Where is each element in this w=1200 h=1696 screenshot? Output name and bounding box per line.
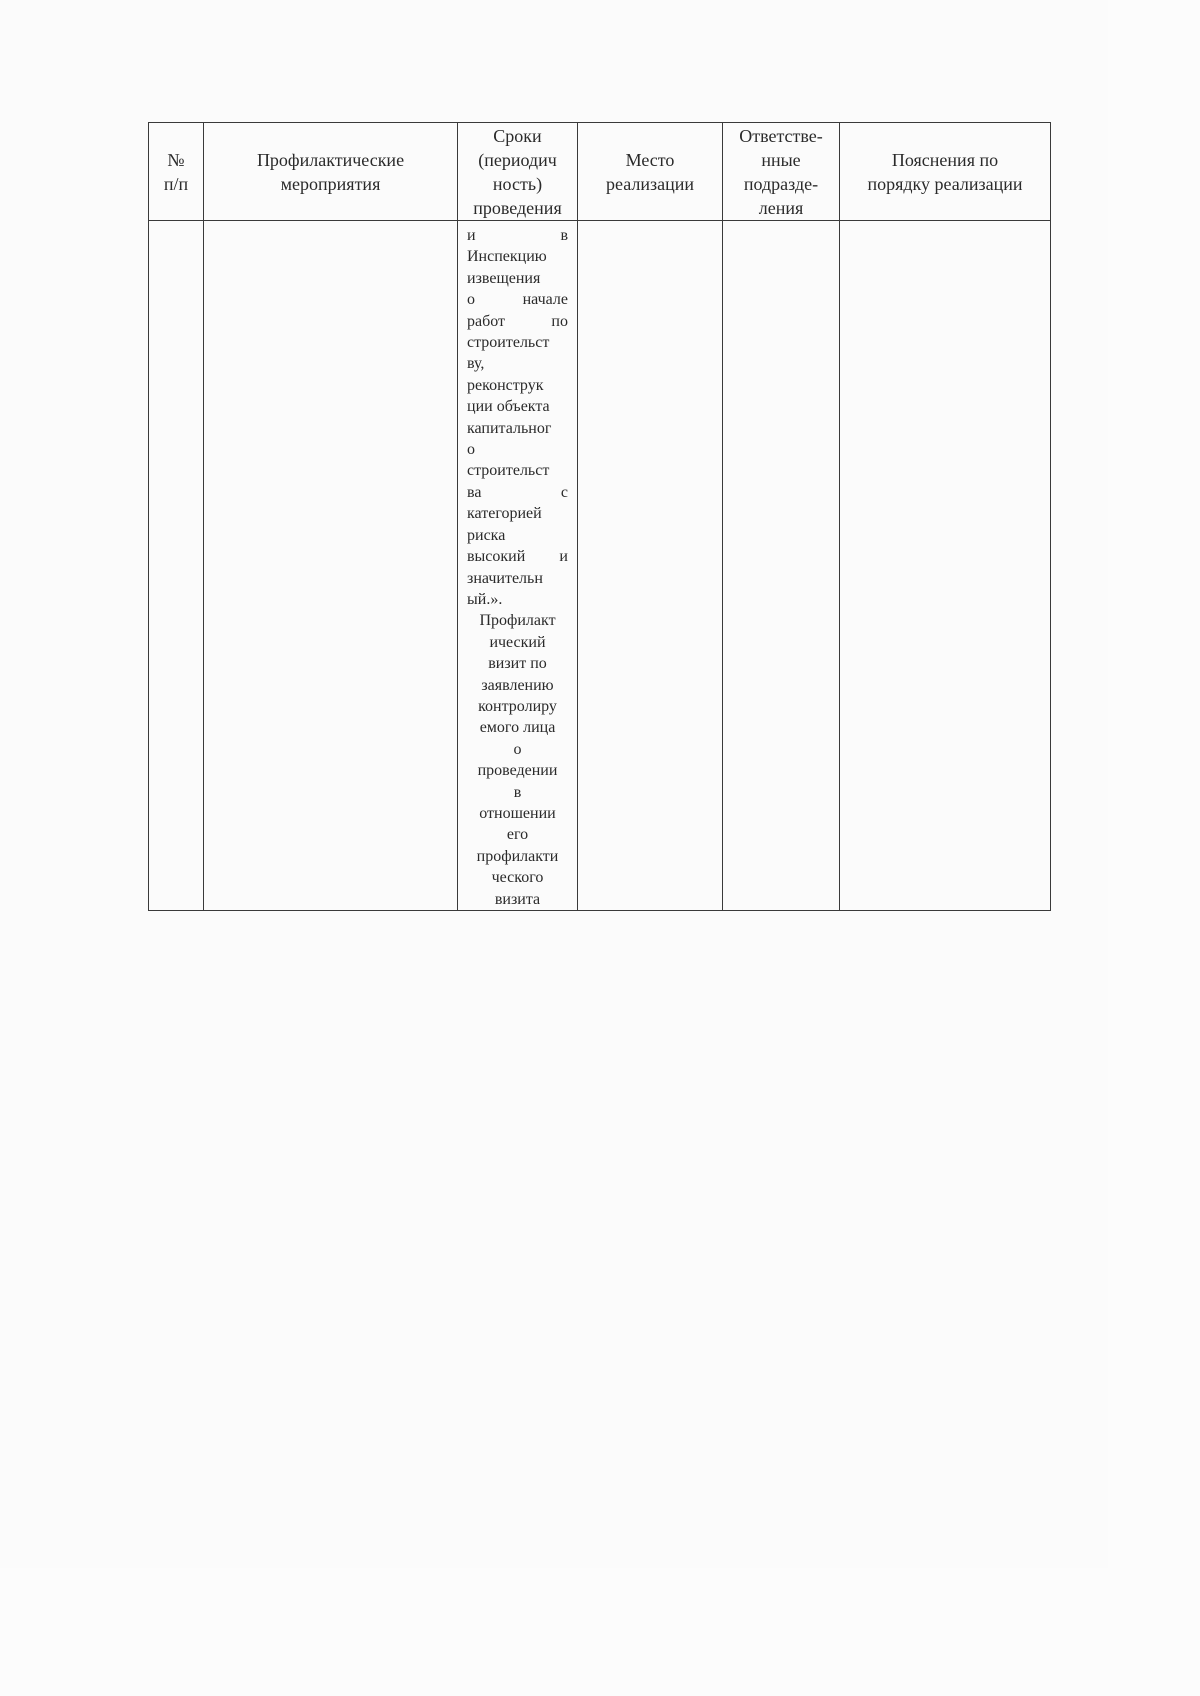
terms-line: проведении <box>477 762 558 780</box>
terms-line: работ по <box>467 312 568 330</box>
header-lines <box>149 148 203 196</box>
terms-text <box>467 225 568 910</box>
header-activities <box>204 123 458 221</box>
cell-responsible <box>723 221 840 911</box>
table-header-row <box>149 123 1051 221</box>
header-line: Профилактические <box>256 149 405 170</box>
cell-terms <box>458 221 578 911</box>
header-explanations <box>840 123 1051 221</box>
header-line: № <box>167 149 185 170</box>
header-line: порядку реализации <box>867 173 1023 194</box>
cell-number <box>149 221 204 911</box>
terms-line: строительст <box>467 462 550 480</box>
terms-line: о <box>467 441 475 459</box>
header-line: п/п <box>163 173 189 194</box>
terms-line: строительст <box>467 334 550 352</box>
terms-line: в <box>513 783 522 801</box>
header-lines <box>204 148 457 196</box>
header-lines <box>578 148 722 196</box>
header-line: подразде- <box>743 173 819 194</box>
header-line: (периодич <box>478 149 557 170</box>
terms-line: и в <box>467 227 568 244</box>
header-line: Ответстве- <box>739 125 823 146</box>
terms-line: значительн <box>467 569 543 587</box>
terms-line: ву, <box>467 355 485 373</box>
terms-line: капитальног <box>467 419 552 437</box>
header-line: нные <box>761 149 801 170</box>
cell-place <box>578 221 723 911</box>
terms-line: ический <box>489 633 546 651</box>
terms-line: извещения <box>467 269 541 287</box>
cell-explanations <box>840 221 1051 911</box>
header-lines <box>840 148 1050 196</box>
terms-line: заявлению <box>481 676 554 694</box>
terms-line: отношении <box>479 804 556 822</box>
terms-line: емого лица <box>479 719 556 737</box>
terms-line: высокий и <box>467 548 568 566</box>
header-lines <box>458 124 577 220</box>
header-line: Место <box>625 149 675 170</box>
terms-line: ва с <box>467 483 568 501</box>
terms-line: профилакти <box>476 847 559 865</box>
header-place <box>578 123 723 221</box>
header-line: реализации <box>606 173 694 194</box>
terms-line: риска <box>467 526 506 544</box>
terms-line: Профилакт <box>479 612 556 630</box>
header-lines <box>723 124 839 220</box>
header-line: Сроки <box>493 125 542 146</box>
terms-line: ый.». <box>467 590 503 608</box>
header-number <box>149 123 204 221</box>
terms-line: ции объекта <box>467 398 550 416</box>
terms-line: Инспекцию <box>467 248 547 266</box>
terms-line: его <box>506 826 529 844</box>
terms-line: о <box>513 740 522 758</box>
header-line: проведения <box>473 197 562 218</box>
terms-line: реконструк <box>467 376 544 394</box>
header-line: Пояснения по <box>891 149 999 170</box>
cell-activities <box>204 221 458 911</box>
terms-line: категорией <box>467 505 542 523</box>
prevention-measures-table <box>148 122 1051 911</box>
header-line: ность) <box>492 173 543 194</box>
terms-line: визит по <box>488 655 547 673</box>
header-line: ления <box>758 197 804 218</box>
header-terms <box>458 123 578 221</box>
header-line: мероприятия <box>280 173 381 194</box>
terms-line: о начале <box>467 291 568 309</box>
terms-line: контролиру <box>478 697 557 715</box>
terms-line: визита <box>494 890 541 908</box>
table-row <box>149 221 1051 911</box>
terms-line: ческого <box>491 869 544 887</box>
header-responsible <box>723 123 840 221</box>
